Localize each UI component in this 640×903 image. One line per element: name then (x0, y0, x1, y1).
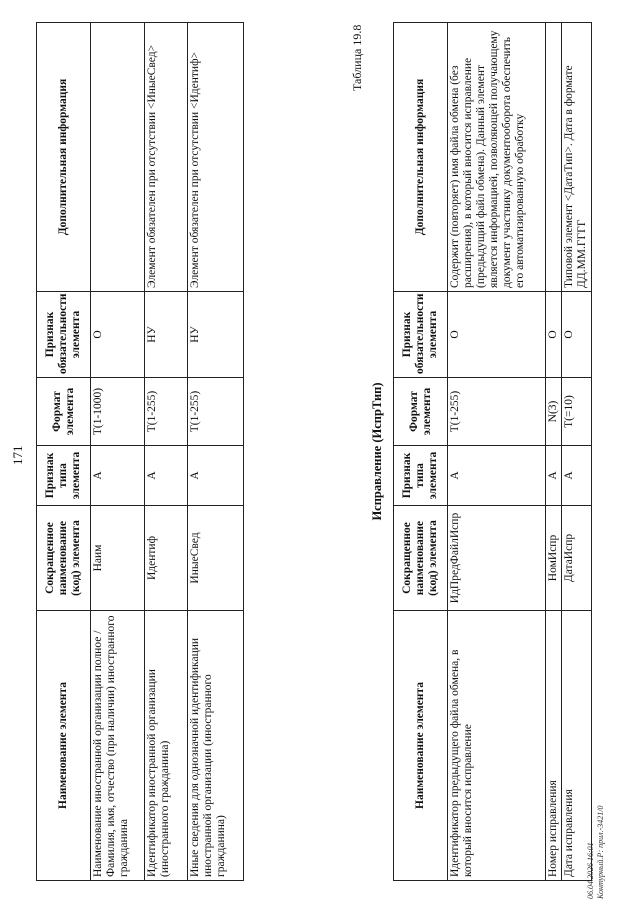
cell-type: А (145, 446, 188, 506)
correction-table (393, 22, 592, 881)
header-format: Формат элемента (394, 378, 448, 446)
header-info: Дополнительная информация (394, 23, 448, 292)
cell-req: О (562, 292, 592, 378)
header-req: Признак обязательности элемента (37, 292, 91, 378)
cell-info (91, 23, 145, 292)
cell-info (546, 23, 562, 292)
cell-type: А (546, 446, 562, 506)
cell-name: Иные сведения для однозначной идентификации иностранной организации (иностранного гражданина) (188, 611, 244, 881)
header-name: Наименование элемента (37, 611, 91, 881)
cell-name: Наименование иностранной организации полное / Фамилия, имя, отчество (при наличии) иностранного гражданина (91, 611, 145, 881)
cell-type: А (91, 446, 145, 506)
cell-req: О (448, 292, 546, 378)
cell-code: ИдПредФайлИспр (448, 506, 546, 611)
table-row (91, 23, 145, 881)
cell-req: О (91, 292, 145, 378)
cell-code: НомИспр (546, 506, 562, 611)
stamp-line: Контурный.Р: прил.-3421/0 (596, 805, 605, 899)
header-code: Сокращенное наименование (код) элемента (37, 506, 91, 611)
table-row (546, 23, 562, 881)
table-label: Таблица 19.8 (350, 24, 364, 91)
cell-format: T(=10) (562, 378, 592, 446)
cell-format: T(1-255) (145, 378, 188, 446)
table-row (145, 23, 188, 881)
cell-format: T(1-255) (448, 378, 546, 446)
cell-code: ИныеСвед (188, 506, 244, 611)
header-req: Признак обязательности элемента (394, 292, 448, 378)
cell-name: Номер исправления (546, 611, 562, 881)
header-type: Признак типа элемента (37, 446, 91, 506)
table-header-row (37, 23, 91, 881)
table-header-row (394, 23, 448, 881)
cell-format: T(1-1000) (91, 378, 145, 446)
cell-req: О (546, 292, 562, 378)
cell-type: А (562, 446, 592, 506)
header-type: Признак типа элемента (394, 446, 448, 506)
cell-format: N(3) (546, 378, 562, 446)
table-row (448, 23, 546, 881)
cell-name: Дата исправления (562, 611, 592, 881)
cell-name: Идентификатор иностранной организации (иностранного гражданина) (145, 611, 188, 881)
cell-info: Содержит (повторяет) имя файла обмена (без расширения), в который вносится исправление (предыдущий файл обмена). Данный элемент является информацией, позволяющей получающему документ участнику документооборота обеспечить его автоматизированную обработку (448, 23, 546, 292)
table-row (562, 23, 592, 881)
header-format: Формат элемента (37, 378, 91, 446)
cell-info: Элемент обязателен при отсутствии <Идентиф> (188, 23, 244, 292)
header-code: Сокращенное наименование (код) элемента (394, 506, 448, 611)
table-caption: Исправление (ИспрТип) (370, 382, 384, 521)
elements-table (36, 22, 244, 881)
table-row (188, 23, 244, 881)
cell-req: НУ (145, 292, 188, 378)
cell-code: Наим (91, 506, 145, 611)
cell-code: Идентиф (145, 506, 188, 611)
page-number: 171 (10, 445, 25, 465)
print-stamp (586, 805, 606, 899)
cell-format: T(1-255) (188, 378, 244, 446)
cell-code: ДатаИспр (562, 506, 592, 611)
stamp-line: 06.04.2026 16:01 (586, 842, 595, 899)
cell-req: НУ (188, 292, 244, 378)
cell-type: А (188, 446, 244, 506)
cell-name: Идентификатор предыдущего файла обмена, в который вносится исправление (448, 611, 546, 881)
header-name: Наименование элемента (394, 611, 448, 881)
header-info: Дополнительная информация (37, 23, 91, 292)
cell-info: Типовой элемент <ДатаТип>. Дата в формате ДД.ММ.ГГГГ (562, 23, 592, 292)
cell-type: А (448, 446, 546, 506)
cell-info: Элемент обязателен при отсутствии <ИныеСвед> (145, 23, 188, 292)
